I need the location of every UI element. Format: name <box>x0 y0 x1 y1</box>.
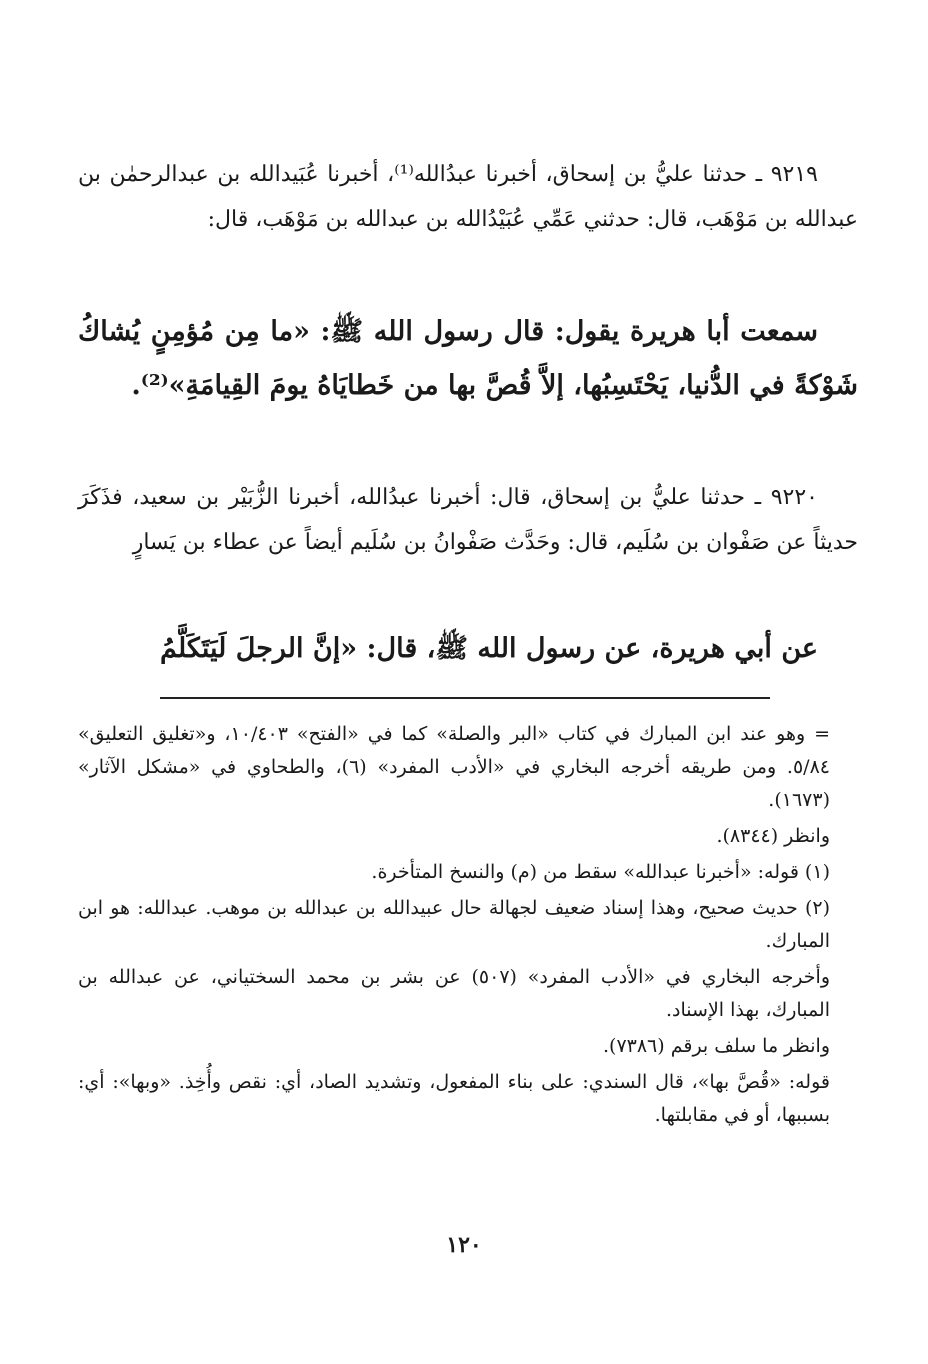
footnote-see-also-2: وانظر ما سلف برقم (٧٣٨٦). <box>602 1035 830 1057</box>
hadith-9219-matn-text: سمعت أبا هريرة يقول: قال رسول الله ﷺ: «ما مِن مُؤمِنٍ يُشاكُ شَوْكةً في الدُّنيا، يَحْتَسِبُها، إلاَّ قُصَّ بها من خَطايَاهُ يومَ القِيامَةِ»⁽²⁾. <box>78 316 858 401</box>
footnotes-section <box>78 718 858 1135</box>
hadith-9220-isnad-text: ٩٢٢٠ ـ حدثنا عليُّ بن إسحاق، قال: أخبرنا عبدُالله، أخبرنا الزُّبَيْر بن سعيد، فذَكَرَ حديثاً عن صَفْوان بن سُلَيم، قال: وحَدَّث صَفْوانُ بن سُلَيم أيضاً عن عطاء بن يَسارٍ <box>78 485 858 555</box>
page-number: ١٢٠ <box>446 1232 482 1258</box>
footnote-2-explanation: قوله: «قُصَّ بها»، قال السندي: على بناء المفعول، وتشديد الصاد، أي: نقص وأُخِذ. «وبها»: أي: بسببها، أو في مقابلتها. <box>78 1071 830 1126</box>
hadith-9220-isnad <box>78 475 858 565</box>
footnote-2: (٢) حديث صحيح، وهذا إسناد ضعيف لجهالة حال عبيدالله بن عبدالله بن موهب. عبدالله: هو ابن المبارك. <box>78 897 830 952</box>
hadith-9220-matn-text: عن أبي هريرة، عن رسول الله ﷺ، قال: «إنَّ الرجلَ لَيَتَكَلَّمُ <box>160 633 818 664</box>
hadith-9219-isnad-text: ٩٢١٩ ـ حدثنا عليُّ بن إسحاق، أخبرنا عبدُالله⁽¹⁾، أخبرنا عُبَيدالله بن عبدالرحمٰن بن عبدالله بن مَوْهَب، قال: حدثني عَمِّي عُبَيْدُالله بن عبدالله بن مَوْهَب، قال: <box>78 162 858 232</box>
hadith-9219-isnad <box>78 152 858 242</box>
hadith-9219-matn <box>78 305 858 413</box>
footnote-continuation: = وهو عند ابن المبارك في كتاب «البر والصلة» كما في «الفتح» ١٠/٤٠٣، و«تغليق التعليق» ٥/٨٤. ومن طريقه أخرجه البخاري في «الأدب المفرد» (٦)، والطحاوي في «مشكل الآثار» (١٦٧٣). <box>78 723 831 811</box>
footnote-2-takhrij: وأخرجه البخاري في «الأدب المفرد» (٥٠٧) عن بشر بن محمد السختياني، عن عبدالله بن المبارك، بهذا الإسناد. <box>78 966 830 1021</box>
footnote-see-also-1: وانظر (٨٣٤٤). <box>716 825 830 847</box>
footnote-separator <box>160 697 770 699</box>
footnote-1: (١) قوله: «أخبرنا عبدالله» سقط من (م) والنسخ المتأخرة. <box>371 861 830 883</box>
hadith-9220-matn <box>78 622 858 676</box>
